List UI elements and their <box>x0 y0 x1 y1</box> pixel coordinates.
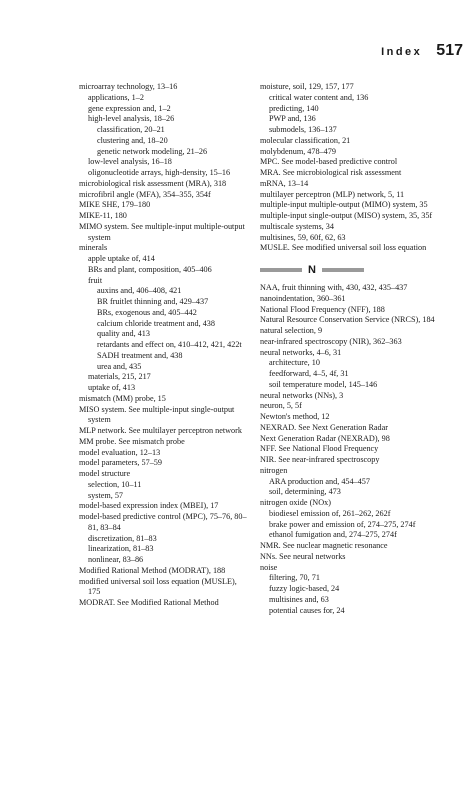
index-entry: neural networks (NNs), 3 <box>260 390 344 400</box>
index-entry: mismatch (MM) probe, 15 <box>79 393 166 403</box>
index-subentry: clustering and, 18–20 <box>97 135 168 145</box>
index-entry: microfibril angle (MFA), 354–355, 354f <box>79 189 211 199</box>
index-entry: multiscale systems, 34 <box>260 221 334 231</box>
index-entry: model-based predictive control (MPC), 75–76, 80–81, 83–84 <box>79 512 247 532</box>
index-group-n <box>260 283 465 616</box>
index-entry: MPC. See model-based predictive control <box>260 157 398 167</box>
index-entry: MIKE SHE, 179–180 <box>79 200 151 210</box>
index-entry: MODRAT. See Modified Rational Method <box>79 598 219 607</box>
index-entry: National Flood Frequency (NFF), 188 <box>260 304 385 314</box>
index-subentry: multisines and, 63 <box>269 594 329 604</box>
index-entry: model-based expression index (MBEI), 17 <box>79 501 219 511</box>
index-subentry: BRs, exogenous and, 405–442 <box>97 307 197 317</box>
index-subentry: biodiesel emission of, 261–262, 262f <box>269 508 391 518</box>
index-subentry: BR fruitlet thinning and, 429–437 <box>97 297 209 306</box>
index-subentry: linearization, 81–83 <box>88 544 154 554</box>
index-subentry: apple uptake of, 414 <box>88 254 155 263</box>
index-subentry: predicting, 140 <box>269 103 319 113</box>
index-entry: MIMO system. See multiple-input multiple-output system <box>79 221 245 242</box>
index-subentry: quality and, 413 <box>97 329 150 339</box>
index-subentry: soil, determining, 473 <box>269 487 341 497</box>
index-subentry: nonlinear, 83–86 <box>88 555 144 564</box>
index-subentry: selection, 10–11 <box>88 479 142 489</box>
index-entry: noise <box>260 562 278 572</box>
index-entry: mRNA, 13–14 <box>260 178 309 188</box>
index-subentry: PWP and, 136 <box>269 114 316 124</box>
index-entry: MLP network. See multilayer perceptron network <box>79 426 242 435</box>
index-subentry: critical water content and, 136 <box>269 92 369 102</box>
index-entry: NMR. See nuclear magnetic resonance <box>260 541 388 550</box>
index-subentry: fruit <box>88 275 103 285</box>
index-entry: model evaluation, 12–13 <box>79 447 161 457</box>
index-entry: modified universal soil loss equation (MUSLE), 175 <box>79 576 237 597</box>
section-rule-left <box>260 268 302 272</box>
index-subentry: urea and, 435 <box>97 361 142 371</box>
index-subentry: materials, 215, 217 <box>88 372 151 382</box>
index-group-m <box>260 82 465 254</box>
index-subentry: ARA production and, 454–457 <box>269 476 370 486</box>
section-rule-right <box>322 268 364 272</box>
index-subentry: brake power and emission of, 274–275, 274f <box>269 519 416 529</box>
index-subentry: architecture, 10 <box>269 358 320 368</box>
index-entry: MM probe. See mismatch probe <box>79 436 185 446</box>
index-entry: Natural Resource Conservation Service (NRCS), 184 <box>260 315 435 325</box>
index-subentry: potential causes for, 24 <box>269 605 345 615</box>
index-subentry: submodels, 136–137 <box>269 125 337 134</box>
index-subentry: retardants and effect on, 410–412, 421, 422t <box>97 340 242 349</box>
index-subentry: discretization, 81–83 <box>88 533 157 543</box>
index-subentry: classification, 20–21 <box>97 125 165 134</box>
index-entry: MIKE-11, 180 <box>79 211 127 220</box>
index-subentry: BRs and plant, composition, 405–406 <box>88 264 212 274</box>
index-entry: molybdenum, 478–479 <box>260 146 336 156</box>
index-entry: multiple-input single-output (MISO) system, 35, 35f <box>260 211 433 220</box>
index-entry: neuron, 5, 5f <box>260 401 302 411</box>
index-entry: NAA, fruit thinning with, 430, 432, 435–437 <box>260 283 408 292</box>
index-subentry: ethanol fumigation and, 274–275, 274f <box>269 530 397 540</box>
index-entry: near-infrared spectroscopy (NIR), 362–363 <box>260 336 402 346</box>
index-entry: model structure <box>79 469 131 478</box>
index-entry: Next Generation Radar (NEXRAD), 98 <box>260 433 390 443</box>
index-entry: NNs. See neural networks <box>260 551 346 561</box>
index-entry: multisines, 59, 60f, 62, 63 <box>260 232 346 242</box>
section-letter: N <box>308 263 316 276</box>
index-subentry: SADH treatment and, 438 <box>97 350 183 360</box>
index-entry: neural networks, 4–6, 31 <box>260 347 342 357</box>
index-entry: multiple-input multiple-output (MIMO) system, 35 <box>260 200 428 210</box>
header-title: Index <box>381 46 423 58</box>
index-entry: microarray technology, 13–16 <box>79 82 178 91</box>
index-entry: model parameters, 57–59 <box>79 458 162 468</box>
index-entry: MUSLE. See modified universal soil loss equation <box>260 243 427 253</box>
index-subentry: low-level analysis, 16–18 <box>88 157 172 167</box>
index-subentry: uptake of, 413 <box>88 383 136 392</box>
index-entry: minerals <box>79 243 108 253</box>
index-entry: nitrogen <box>260 465 288 475</box>
index-entry: NIR. See near-infrared spectroscopy <box>260 455 380 464</box>
index-entry: moisture, soil, 129, 157, 177 <box>260 82 354 91</box>
page-number: 517 <box>436 42 463 59</box>
index-entry: nanoindentation, 360–361 <box>260 293 346 303</box>
index-subentry: calcium chloride treatment and, 438 <box>97 318 215 328</box>
index-entry: NEXRAD. See Next Generation Radar <box>260 422 389 432</box>
index-entry: MISO system. See multiple-input single-output system <box>79 404 235 425</box>
index-column-left <box>79 82 251 609</box>
index-subentry: gene expression and, 1–2 <box>88 103 171 113</box>
index-entry: molecular classification, 21 <box>260 135 351 145</box>
section-letter-header <box>260 263 465 277</box>
index-subentry: feedforward, 4–5, 4f, 31 <box>269 369 349 378</box>
index-entry: multilayer perceptron (MLP) network, 5, 11 <box>260 189 405 199</box>
index-entry: Newton's method, 12 <box>260 412 330 421</box>
index-subentry: fuzzy logic-based, 24 <box>269 584 340 593</box>
index-subentry: applications, 1–2 <box>88 92 144 102</box>
index-entry: natural selection, 9 <box>260 326 323 335</box>
index-column-right <box>260 82 465 616</box>
index-subentry: system, 57 <box>88 490 124 500</box>
running-header <box>0 42 463 60</box>
index-subentry: genetic network modeling, 21–26 <box>97 146 208 156</box>
index-entry: MRA. See microbiological risk assessment <box>260 168 402 177</box>
index-subentry: soil temperature model, 145–146 <box>269 379 378 389</box>
index-entry: Modified Rational Method (MODRAT), 188 <box>79 565 226 575</box>
index-entry: NFF. See National Flood Frequency <box>260 444 379 454</box>
index-subentry: high-level analysis, 18–26 <box>88 114 175 124</box>
index-subentry: oligonucleotide arrays, high-density, 15–16 <box>88 168 231 177</box>
index-subentry: auxins and, 406–408, 421 <box>97 286 182 296</box>
index-subentry: filtering, 70, 71 <box>269 573 320 583</box>
index-entry: nitrogen oxide (NOx) <box>260 498 331 507</box>
index-entry: microbiological risk assessment (MRA), 318 <box>79 178 227 188</box>
